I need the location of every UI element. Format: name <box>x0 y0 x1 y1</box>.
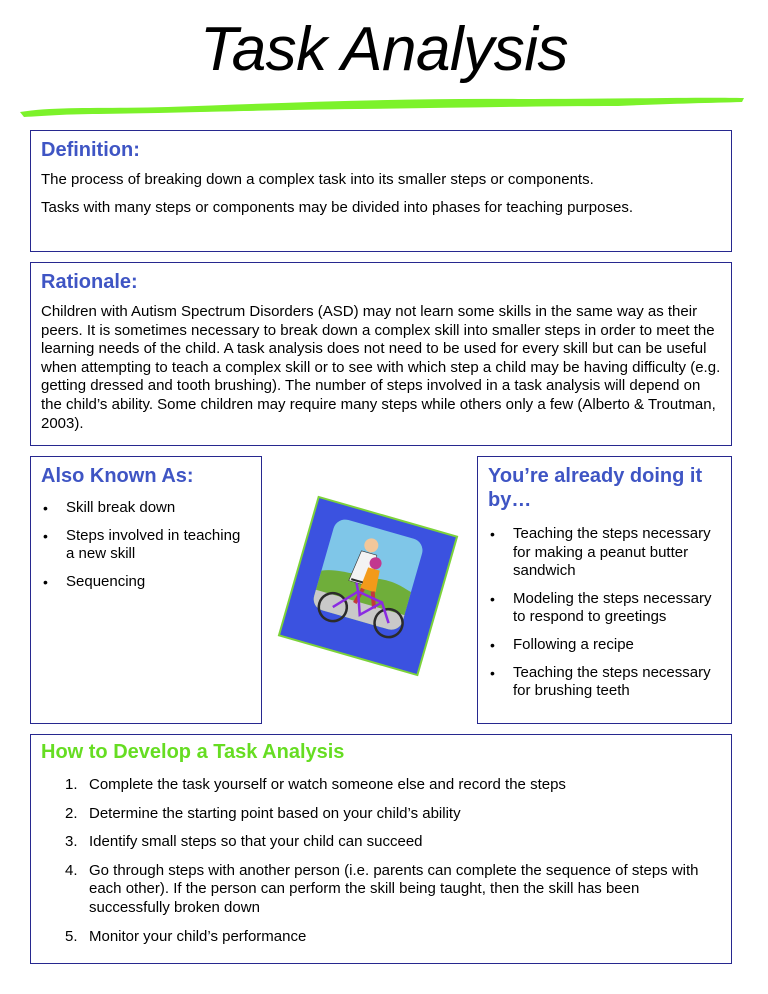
rationale-section <box>30 262 732 446</box>
bullet-icon: • <box>43 500 48 516</box>
list-item: • Modeling the steps necessary to respond to greetings <box>490 589 712 626</box>
list-item: • Teaching the steps necessary for making a peanut butter sandwich <box>490 525 711 580</box>
page-title: Task Analysis <box>200 15 568 84</box>
already-doing-section <box>477 456 732 724</box>
step-item: 3. Identify small steps so that your child can succeed <box>65 833 423 851</box>
bullet-icon: • <box>490 526 495 542</box>
child-bicycle-clipart <box>268 494 468 678</box>
list-item: • Following a recipe <box>490 635 634 653</box>
also-known-as-heading: Also Known As: <box>41 465 194 487</box>
step-item: 2. Determine the starting point based on your child’s ability <box>65 804 461 822</box>
list-item: • Sequencing <box>43 572 146 590</box>
bullet-icon: • <box>43 527 48 544</box>
green-brush-stroke <box>18 92 746 122</box>
definition-line: The process of breaking down a complex task into its smaller steps or components. <box>41 171 594 188</box>
also-known-as-section <box>30 456 262 724</box>
bullet-icon: • <box>490 664 495 681</box>
rationale-text: Children with Autism Spectrum Disorders (ASD) may not learn some skills in the same way as their peers. It is sometimes necessary to break down a complex skill into smaller steps in order to meet the learning needs of the child. A task analysis does not need to be used for every skill but can be useful when attempting to teach a complex skill or to see with which step a child may be having difficulty (e.g. getting dressed and tooth brushing). The number of steps involved in a task analysis will depend on the child’s ability. Some children may require many steps while others only a few (Alberto & Troutman, 2003). <box>41 303 721 432</box>
how-to-heading: How to Develop a Task Analysis <box>41 741 345 763</box>
list-item: • Steps involved in teaching a new skill <box>43 526 241 563</box>
bullet-icon: • <box>490 636 495 653</box>
bullet-icon: • <box>43 573 48 590</box>
step-item: 5. Monitor your child’s performance <box>65 927 307 945</box>
list-item: • Skill break down <box>43 499 176 516</box>
bullet-icon: • <box>490 590 495 607</box>
definition-heading: Definition: <box>41 139 140 161</box>
definition-section <box>30 130 732 252</box>
rationale-heading: Rationale: <box>41 271 138 293</box>
how-to-section <box>30 734 732 964</box>
step-item: 4. Go through steps with another person (i.e. parents can complete the sequence of steps with each other). If the person can perform the skill being taught, then the skill has been successfully broken down <box>65 861 699 916</box>
definition-line: Tasks with many steps or components may be divided into phases for teaching purposes. <box>41 198 633 216</box>
step-item: 1. Complete the task yourself or watch someone else and record the steps <box>65 776 566 793</box>
list-item: • Teaching the steps necessary for brushing teeth <box>490 663 711 700</box>
already-doing-heading: You’re already doing it by… <box>488 465 703 511</box>
